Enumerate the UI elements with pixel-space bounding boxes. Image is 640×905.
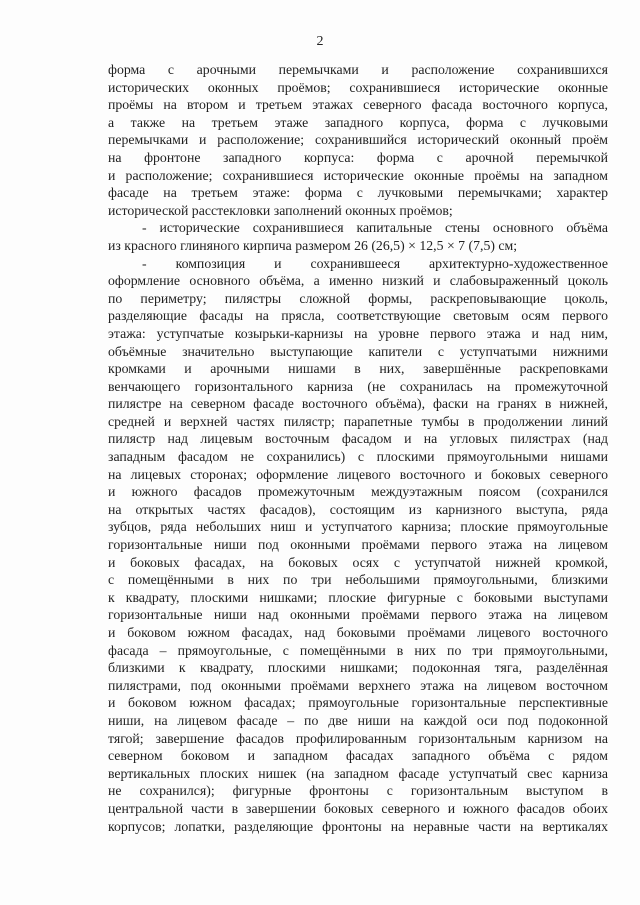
text-line: и боковых фасадах, на боковых осях с уступчатой нижней кромкой, — [108, 554, 608, 570]
text-line: зубцов, ряда небольших ниш и уступчатого карниза; плоские прямоугольные — [108, 519, 608, 535]
text-line: к квадрату, плоскими нишками; плоские фигурные с боковыми выступами — [108, 589, 608, 605]
body-text — [108, 61, 608, 835]
text-line: на открытых частях фасадов), состоящим из карнизного выступа, ряда — [108, 501, 608, 517]
text-line: объёмные значительно выступающие капители с уступчатыми нижними — [108, 343, 608, 359]
text-line: на фронтоне западного корпуса: форма с арочной перемычкой — [108, 149, 608, 165]
text-line: и расположение; сохранившиеся исторические оконные проёмы на западном — [108, 167, 608, 183]
text-line: пилястрами, под оконными проёмами верхнего этажа на лицевом восточном — [108, 677, 608, 693]
text-line: пилястр над лицевым восточным фасадом и на угловых пилястрах (над — [108, 431, 608, 447]
text-line: на лицевых сторонах; оформление лицевого восточного и боковых северного — [108, 466, 608, 482]
text-line: оформление основного объёма, а именно низкий и слабовыраженный цоколь — [108, 273, 608, 289]
text-line: горизонтальные ниши под оконными проёмами первого этажа на лицевом — [108, 537, 608, 553]
text-line: близкими к квадрату, плоскими нишками; подоконная тяга, разделённая — [108, 660, 608, 676]
text-line: разделяющие фасады на прясла, соответствующие световым осям первого — [108, 308, 608, 324]
text-line: исторических оконных проёмов; сохранившиеся исторические оконные — [108, 79, 608, 95]
text-line: этажа: уступчатые козырьки-карнизы на уровне первого этажа и над ним, — [108, 325, 608, 341]
text-line: не сохранился); фигурные фронтоны с горизонтальным выступом в — [108, 783, 608, 799]
text-line: - композиция и сохранившееся архитектурно-художественное — [142, 255, 608, 271]
text-line: кромками и арочными нишами в них, завершённые раскреповками — [108, 361, 608, 377]
text-line: из красного глиняного кирпича размером 26 (26,5) × 12,5 × 7 (7,5) см; — [108, 237, 518, 253]
text-line: с помещёнными в них по три небольшими прямоугольными, близкими — [108, 572, 608, 588]
page-number: 2 — [316, 34, 324, 49]
text-line: - исторические сохранившиеся капитальные стены основного объёма — [142, 220, 608, 236]
text-line: перемычками и расположение; сохранившийся исторический оконный проём — [108, 132, 608, 148]
text-line: корпусов; лопатки, разделяющие фронтоны на неравные части на вертикалях — [108, 818, 608, 834]
text-line: исторической расстекловки заполнений оконных проёмов; — [108, 202, 453, 218]
text-line: северном боковом и западном фасадах западного объёма с рядом — [108, 748, 608, 764]
text-line: венчающего горизонтального карниза (не сохранилась на промежуточной — [108, 378, 608, 394]
text-line: горизонтальные ниши над оконными проёмами первого этажа на лицевом — [108, 607, 608, 623]
text-line: форма с арочными перемычками и расположение сохранившихся — [108, 62, 608, 77]
text-line: западным фасадом не сохранились) с плоскими прямоугольными нишами — [108, 449, 608, 465]
text-line: и южного фасадов промежуточным междуэтажным поясом (сохранился — [108, 484, 608, 500]
text-line: средней и верхней частях пилястр; парапетные тумбы в продолжении линий — [108, 413, 608, 429]
text-line: центральной части в завершении боковых северного и южного фасадов обоих — [108, 800, 608, 816]
text-line: фасада – прямоугольные, с помещёнными в них по три прямоугольными, — [108, 642, 608, 658]
text-line: фасаде на третьем этаже: форма с лучковыми перемычками; характер — [108, 185, 608, 201]
text-line: по периметру; пилястры сложной формы, раскреповывающие цоколь, — [108, 290, 608, 306]
text-line: проёмы на втором и третьем этажах северного фасада восточного корпуса, — [108, 97, 608, 113]
text-line: вертикальных плоских нишек (на западном фасаде уступчатый свес карниза — [108, 765, 608, 781]
text-line: и боковом южном фасадах, над боковыми проёмами лицевого восточного — [108, 625, 608, 640]
text-line: и боковом южном фасадах; прямоугольные горизонтальные перспективные — [108, 695, 608, 711]
text-line: тягой; завершение фасадов профилированным горизонтальным карнизом на — [108, 730, 608, 746]
text-line: пилястре на северном фасаде восточного объёма), фаски на гранях в нижней, — [108, 396, 608, 412]
text-line: ниши, на лицевом фасаде – по две ниши на каждой оси под подоконной — [108, 712, 608, 728]
text-line: а также на третьем этаже западного корпуса, форма с лучковыми — [108, 114, 608, 130]
